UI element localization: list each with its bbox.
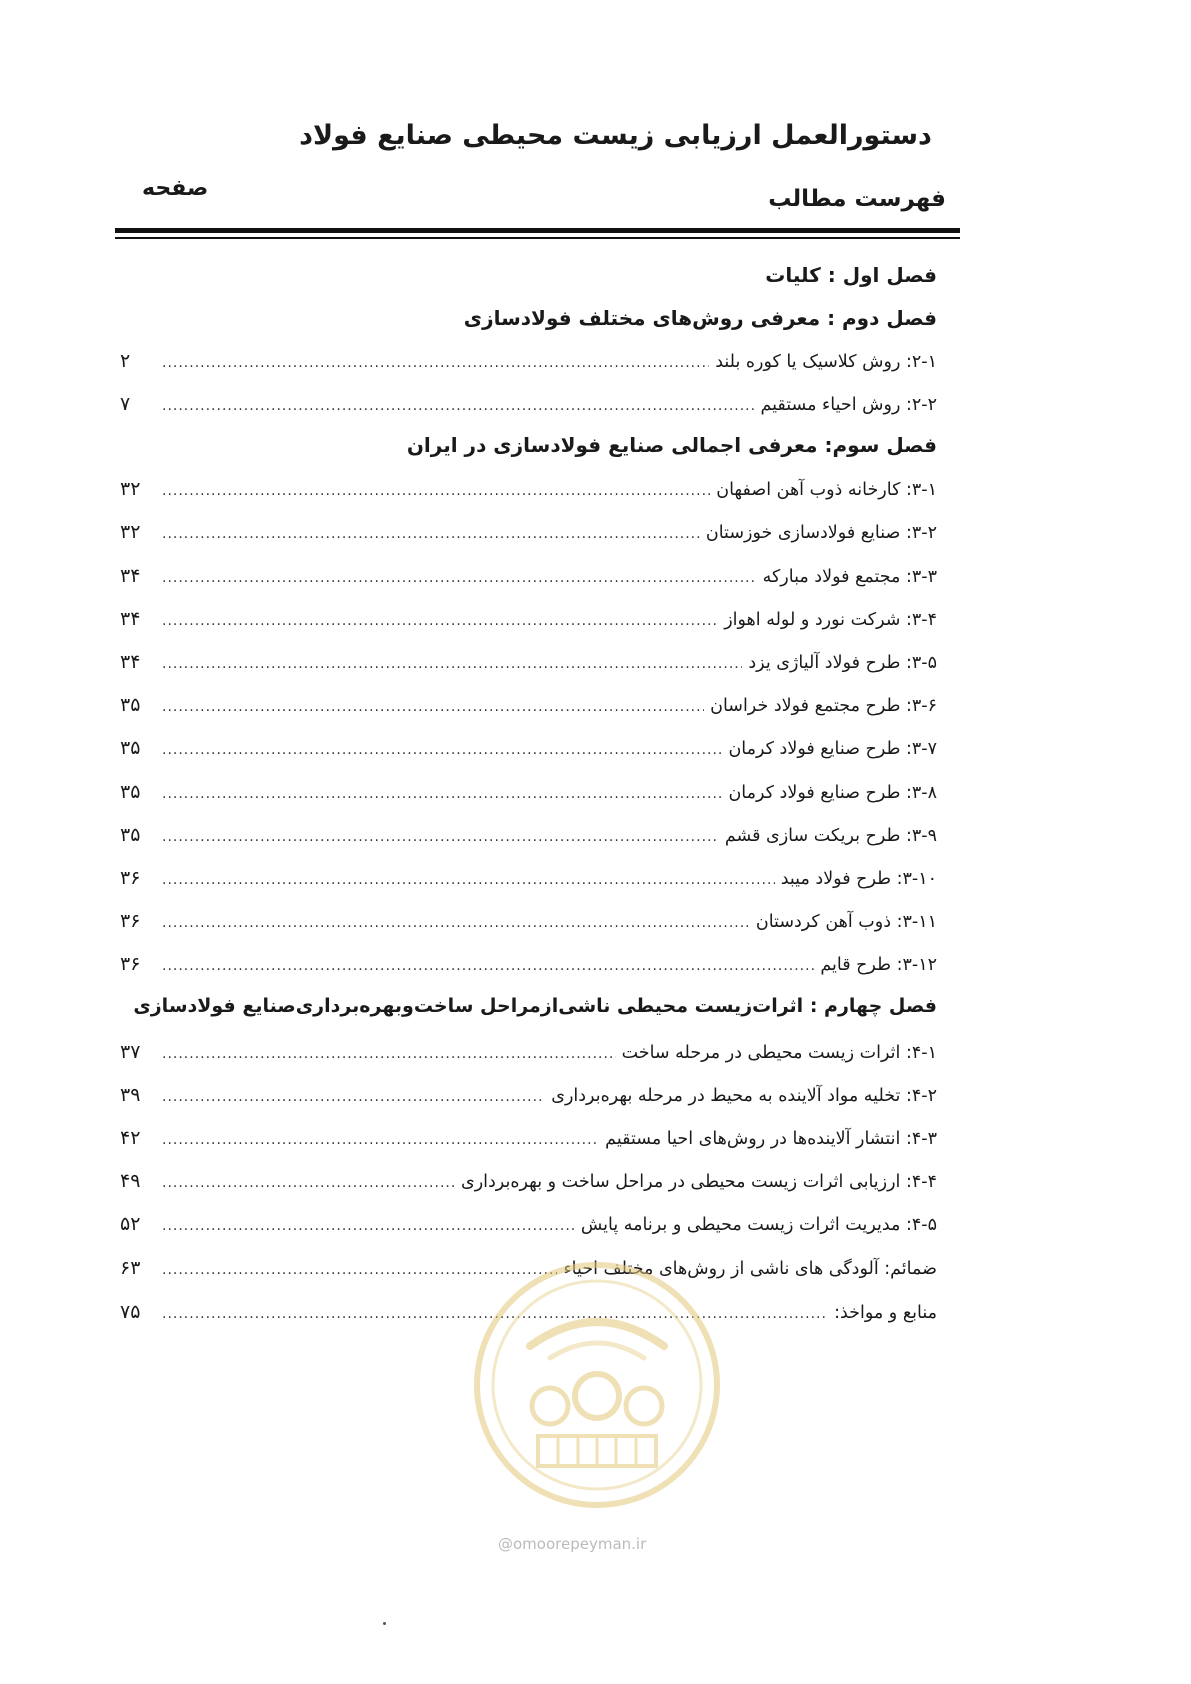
toc-entry[interactable] [120, 608, 937, 638]
watermark-url: @omoorepeyman.ir [498, 1535, 647, 1553]
toc-entry[interactable] [120, 1170, 937, 1200]
toc-entry-page: ۳۴ [120, 608, 141, 630]
toc-entry[interactable] [120, 953, 937, 983]
toc-entry-label: ۳-۱۰: طرح فولاد میبد [780, 869, 937, 889]
toc-entry[interactable] [120, 478, 937, 508]
toc-entry-page: ۳۹ [120, 1084, 141, 1106]
toc-entry-label: ۳-۹: طرح بریکت سازی قشم [724, 826, 937, 846]
toc-entry-label: ۳-۴: شرکت نورد و لوله اهواز [724, 610, 937, 630]
dot-leader [162, 613, 718, 629]
toc-entry-label: ۳-۳: مجتمع فولاد مبارکه [762, 567, 937, 587]
toc-entry[interactable] [120, 521, 937, 551]
chapter-heading: فصل سوم: معرفی اجمالی صنایع فولادسازی در ایران [406, 433, 937, 457]
toc-entry-page: ۳۲ [120, 478, 141, 500]
toc-entry-page: ۳۷ [120, 1041, 141, 1063]
dot-leader [162, 570, 757, 586]
toc-entry-page: ۳۵ [120, 737, 141, 759]
dot-leader [162, 398, 754, 414]
toc-entry-label: ۴-۱: اثرات زیست محیطی در مرحله ساخت [621, 1043, 937, 1063]
toc-entry-page: ۵۲ [120, 1213, 141, 1235]
toc-entry[interactable] [120, 393, 937, 423]
toc-entry-page: ۳۵ [120, 824, 141, 846]
dot-leader [162, 1175, 455, 1191]
dot-leader [162, 526, 700, 542]
chapter-heading: فصل چهارم : اثرات‌زیست محیطی ناشی‌ازمراحل ساخت‌وبهره‌برداری‌صنایع فولادسازی [133, 995, 937, 1017]
dot-leader [162, 1089, 545, 1105]
toc-heading: فهرست مطالب [768, 186, 946, 212]
toc-entry-page: ۷ [120, 393, 131, 415]
toc-entry-page: ۷۵ [120, 1301, 141, 1323]
toc-entry-label: ۳-۱۲: طرح قایم [820, 955, 937, 975]
toc-entry-page: ۳۴ [120, 565, 141, 587]
toc-entry-label: ۳-۱: کارخانه ذوب آهن اصفهان [716, 480, 937, 500]
chapter-heading: فصل دوم : معرفی روش‌های مختلف فولادسازی [463, 306, 937, 330]
toc-entry[interactable] [120, 565, 937, 595]
toc-entry-label: ۲-۱: روش کلاسیک یا کوره بلند [715, 352, 937, 372]
dot-leader [162, 872, 775, 888]
toc-entry-page: ۳۲ [120, 521, 141, 543]
dot-leader [162, 742, 722, 758]
heading-rule-thick [115, 228, 960, 233]
toc-entry[interactable] [120, 1084, 937, 1114]
toc-entry-page: ۴۲ [120, 1127, 141, 1149]
toc-entry[interactable] [120, 1041, 937, 1071]
toc-entry-page: ۳۶ [120, 867, 141, 889]
chapter-heading: فصل اول : کلیات [765, 263, 937, 287]
toc-entry-label: ۳-۶: طرح مجتمع فولاد خراسان [710, 696, 937, 716]
toc-entry[interactable] [120, 867, 937, 897]
document-title: دستورالعمل ارزیابی زیست محیطی صنایع فولاد [299, 120, 932, 151]
dot-leader [162, 829, 719, 845]
toc-entry[interactable] [120, 651, 937, 681]
toc-entry-label: ۴-۵: مدیریت اثرات زیست محیطی و برنامه پایش [580, 1215, 937, 1235]
toc-entry[interactable] [120, 1127, 937, 1157]
dot-leader [162, 355, 709, 371]
toc-entry-label: ۳-۱۱: ذوب آهن کردستان [755, 912, 937, 932]
toc-entry-label: ۳-۷: طرح صنایع فولاد کرمان [728, 739, 937, 759]
dot-leader [162, 699, 704, 715]
toc-entry-label: منابع و مواخذ: [834, 1303, 937, 1323]
toc-entry-page: ۳۶ [120, 953, 141, 975]
toc-entry-label: ۳-۸: طرح صنایع فولاد کرمان [728, 783, 937, 803]
toc-entry-label: ۴-۳: انتشار آلاینده‌ها در روش‌های احیا مستقیم [605, 1129, 937, 1149]
toc-entry[interactable] [120, 350, 937, 380]
toc-entry-label: ۲-۲: روش احیاء مستقیم [760, 395, 937, 415]
scan-speck [383, 1622, 386, 1625]
dot-leader [162, 786, 722, 802]
toc-entry[interactable] [120, 824, 937, 854]
dot-leader [162, 1132, 599, 1148]
dot-leader [162, 656, 742, 672]
toc-entry[interactable] [120, 1213, 937, 1243]
toc-entry-label: ۳-۲: صنایع فولادسازی خوزستان [705, 523, 937, 543]
toc-entry-page: ۳۶ [120, 910, 141, 932]
watermark-seal-icon [470, 1258, 724, 1512]
toc-entry[interactable] [120, 781, 937, 811]
toc-entry[interactable] [120, 910, 937, 940]
toc-entry[interactable] [120, 737, 937, 767]
toc-entry[interactable] [120, 694, 937, 724]
toc-entry-page: ۶۳ [120, 1257, 141, 1279]
heading-rule-thin [115, 237, 960, 239]
toc-entry-label: ۳-۵: طرح فولاد آلیاژی یزد [748, 653, 937, 673]
dot-leader [162, 915, 750, 931]
toc-entry-label: ۴-۴: ارزیابی اثرات زیست محیطی در مراحل ساخت و بهره‌برداری [461, 1172, 937, 1192]
page-column-heading: صفحه [142, 176, 209, 201]
toc-entry-page: ۳۵ [120, 781, 141, 803]
toc-entry-page: ۴۹ [120, 1170, 141, 1192]
toc-entry-page: ۲ [120, 350, 131, 372]
toc-entry-label: ۴-۲: تخلیه مواد آلاینده به محیط در مرحله بهره‌برداری [551, 1086, 937, 1106]
toc-entry-page: ۳۵ [120, 694, 141, 716]
dot-leader [162, 483, 710, 499]
dot-leader [162, 1218, 575, 1234]
toc-entry-page: ۳۴ [120, 651, 141, 673]
toc-entry-label: ضمائم: آلودگی های ناشی از روش‌های مختلف احیاء [563, 1259, 937, 1279]
dot-leader [162, 958, 814, 974]
dot-leader [162, 1046, 616, 1062]
